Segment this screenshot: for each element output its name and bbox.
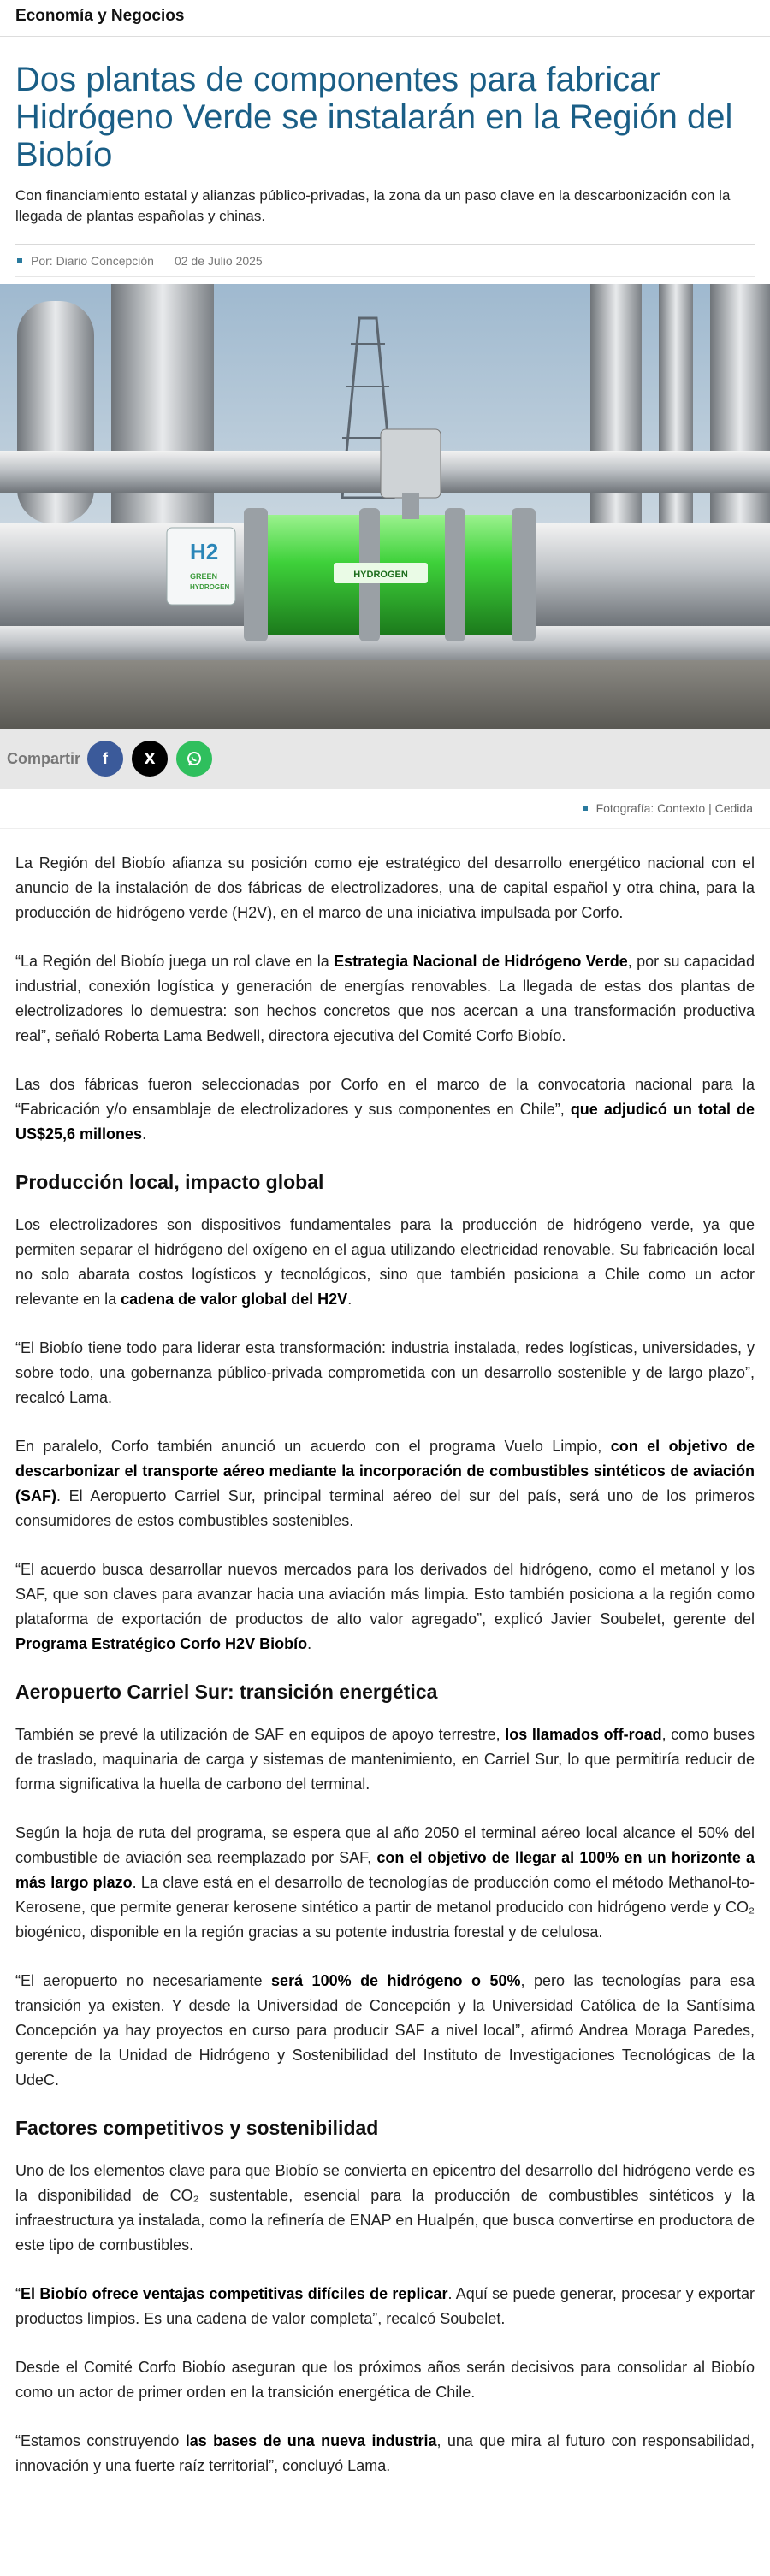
paragraph: Uno de los elementos clave para que Biobío se convierta en epicentro del desarrollo del hidrógeno verde es la disponibilidad de CO₂ sustentable, esencial para la producción de combustibles sintéticos y la infraestructura ya instalada, como la refinería de ENAP en Hualpén, que busca convertirse en productora de este tipo de combustibles. [15, 2162, 755, 2254]
hero-flange [445, 508, 465, 641]
share-x-button[interactable] [132, 741, 168, 777]
paragraph: “El aeropuerto no necesariamente será 100% de hidrógeno o 50%, pero las tecnologías para esa transición ya existen. Y desde la Universidad de Concepción y la Universidad Católica de la Santísima Concepción ya hay proyectos en curso para producir SAF a nivel local”, afirmó Andrea Moraga Paredes, gerente de la Unidad de Hidrógeno y Sostenibilidad del Instituto de Investigaciones Tecnológicas de la UdeC. [15, 1972, 755, 2089]
share-whatsapp-button[interactable] [176, 741, 212, 777]
hero-h2-green: GREEN [190, 572, 218, 581]
paragraph: Los electrolizadores son dispositivos fundamentales para la producción de hidrógeno verde, ya que permiten separar el hidrógeno del oxígeno en el agua utilizando electricidad renovable. Su fabricación local no solo abarata costos logísticos y tecnológicos, sino que también posiciona a Chile como un actor relevante en la cadena de valor global del H2V. [15, 1216, 755, 1308]
share-facebook-button[interactable] [87, 741, 123, 777]
hero-ground [0, 660, 770, 729]
section-label[interactable]: Economía y Negocios [15, 7, 185, 25]
subheadline: Con financiamiento estatal y alianzas público-privadas, la zona da un paso clave en la descarbonización con la llegada de plantas españolas y chinas. [15, 187, 731, 224]
paragraph: Las dos fábricas fueron seleccionadas por Corfo en el marco de la convocatoria nacional para la “Fabricación y/o ensamblaje de electrolizadores y sus componentes en Chile”, que adjudicó un total de US$25,6 millones. [15, 1076, 755, 1143]
share-bar [0, 729, 770, 789]
hero-h2-text: H2 [190, 539, 219, 564]
hero-valve-stem [402, 493, 419, 519]
bullet-icon [17, 258, 22, 263]
paragraph: También se prevé la utilización de SAF en equipos de apoyo terrestre, los llamados off-road, como buses de traslado, maquinaria de carga y sistemas de mantenimiento, en Carriel Sur, lo que permitiría reducir de forma significativa la huella de carbono del terminal. [15, 1726, 755, 1793]
subheading: Aeropuerto Carriel Sur: transición energética [15, 1681, 438, 1703]
paragraph: “Estamos construyendo las bases de una nueva industria, una que mira al futuro con responsabilidad, innovación y una fuerte raíz territorial”, concluyó Lama. [15, 2432, 755, 2474]
hero-flange [244, 508, 268, 641]
paragraph: La Región del Biobío afianza su posición como eje estratégico del desarrollo energético nacional con el anuncio de la instalación de dos fábricas de electrolizadores, una de capital español y otra china, para la producción de hidrógeno verde (H2V), en el marco de una iniciativa impulsada por Corfo. [15, 854, 755, 921]
byline-author: Por: Diario Concepción [31, 254, 154, 268]
hero-image [0, 284, 770, 729]
headline: Dos plantas de componentes para fabricar Hidrógeno Verde se instalarán en la Región del Biobío [15, 61, 733, 174]
photo-credit [0, 789, 770, 829]
hero-valve-actuator [381, 429, 441, 498]
share-label: Compartir [7, 749, 81, 767]
hero-tank [111, 284, 214, 541]
bullet-icon [583, 806, 588, 811]
paragraph: Desde el Comité Corfo Biobío aseguran que los próximos años serán decisivos para consolidar al Biobío como un actor de primer orden en la transición energética de Chile. [15, 2359, 755, 2401]
x-icon [140, 749, 159, 768]
paragraph: “El Biobío tiene todo para liderar esta transformación: industria instalada, redes logísticas, universidades, y sobre todo, una gobernanza público-privada comprometida con un desarrollo sostenible y de largo plazo”, recalcó Lama. [15, 1339, 755, 1406]
hero-flange [512, 508, 536, 641]
svg-text:f: f [103, 750, 109, 767]
paragraph: “La Región del Biobío juega un rol clave en la Estrategia Nacional de Hidrógeno Verde, por su capacidad industrial, conexión logística y generación de energías renovables. La llegada de estas dos plantas de electrolizadores lo demuestra: son hechos concretos que nos acercan a una transformación productiva real”, señaló Roberta Lama Bedwell, directora ejecutiva del Comité Corfo Biobío. [15, 953, 755, 1044]
hero-pipe-label: HYDROGEN [353, 570, 408, 580]
paragraph: Según la hoja de ruta del programa, se espera que al año 2050 el terminal aéreo local alcance el 50% del combustible de aviación sea reemplazado por SAF, con el objetivo de llegar al 100% en un horizonte a más largo plazo. La clave está en el desarrollo de tecnologías de producción como el método Methanol-to-Kerosene, que permite generar kerosene sintético a partir de metanol producido con hidrógeno verde y CO₂ biogénico, disponible en la región gracias a su potente industria forestal y de celulosa. [15, 1824, 755, 1941]
whatsapp-icon [185, 749, 204, 768]
svg-text:X: X [144, 751, 156, 768]
paragraph: “El acuerdo busca desarrollar nuevos mercados para los derivados del hidrógeno, como el metanol y los SAF, que son claves para avanzar hacia una aviación más limpia. Esto también posiciona a la región como plataforma de exportación de productos de alto valor agregado”, explicó Javier Soubelet, gerente del Programa Estratégico Corfo H2V Biobío. [15, 1561, 755, 1652]
article-body [0, 829, 770, 2537]
subheading: Factores competitivos y sostenibilidad [15, 2117, 379, 2139]
hero-h2-hydrogen: HYDROGEN [190, 583, 230, 591]
paragraph: “El Biobío ofrece ventajas competitivas difíciles de replicar. Aquí se puede generar, procesar y exportar productos limpios. Es una cadena de valor completa”, recalcó Soubelet. [15, 2285, 755, 2327]
subheading: Producción local, impacto global [15, 1171, 324, 1193]
facebook-icon [96, 749, 115, 768]
byline-date: 02 de Julio 2025 [174, 254, 263, 268]
paragraph: En paralelo, Corfo también anunció un acuerdo con el programa Vuelo Limpio, con el objetivo de descarbonizar el transporte aéreo mediante la incorporación de combustibles sintéticos de aviación (SAF). El Aeropuerto Carriel Sur, principal terminal aéreo del sur del país, será uno de los primeros consumidores de estos combustibles sostenibles. [15, 1438, 755, 1529]
byline [15, 244, 755, 277]
photo-credit-text: Fotografía: Contexto | Cedida [595, 801, 753, 815]
